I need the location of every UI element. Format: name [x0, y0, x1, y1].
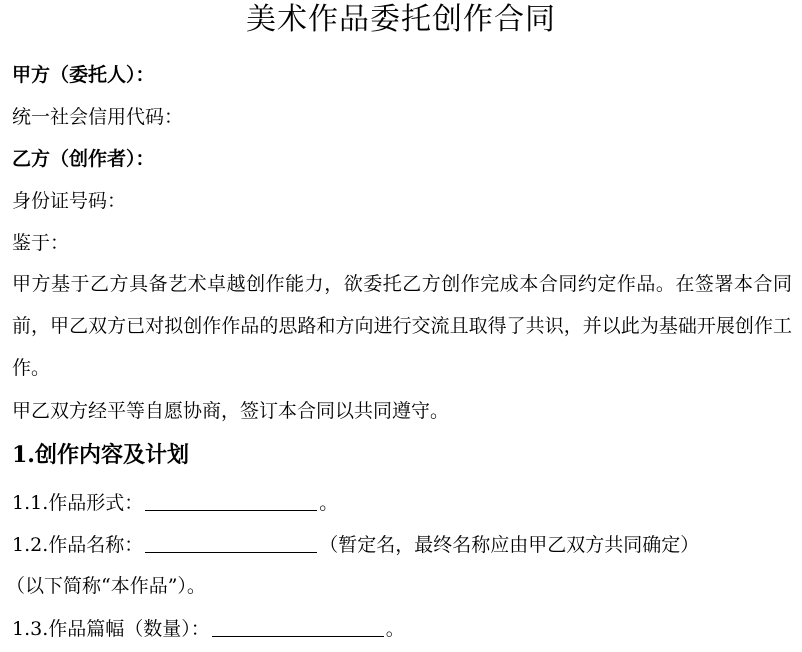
party-b-label: 乙方（创作者）： [12, 148, 155, 170]
clause-1-2-label: 1.2.作品名称： [12, 534, 144, 556]
clause-1-1 [12, 490, 338, 516]
document-title: 美术作品委托创作合同 [246, 2, 556, 37]
agreement-statement: 甲乙双方经平等自愿协商，签订本合同以共同遵守。 [12, 400, 450, 422]
clause-1-1-label: 1.1.作品形式： [12, 492, 144, 514]
clause-1-2-continuation: （以下简称“本作品”）。 [6, 575, 206, 597]
clause-1-2-suffix: （暂定名，最终名称应由甲乙双方共同确定） [319, 534, 700, 556]
recital-paragraph: 甲方基于乙方具备艺术卓越创作能力，欲委托乙方创作完成本合同约定作品。在签署本合同前，甲乙双方已对拟创作作品的思路和方向进行交流且取得了共识，并以此为基础开展创作工作。 [12, 273, 792, 379]
work-form-blank[interactable] [145, 490, 317, 511]
work-name-blank[interactable] [145, 532, 317, 553]
whereas-label: 鉴于： [12, 232, 70, 254]
clause-1-2 [12, 532, 699, 558]
work-length-blank[interactable] [212, 616, 384, 637]
section-1-heading: 1.创作内容及计划 [12, 442, 189, 468]
id-number-label: 身份证号码： [12, 190, 127, 212]
credit-code-label: 统一社会信用代码： [12, 106, 184, 128]
clause-1-3-label: 1.3.作品篇幅（数量）： [12, 618, 210, 640]
clause-1-3 [12, 616, 405, 642]
clause-1-3-suffix: 。 [385, 618, 405, 640]
clause-1-1-suffix: 。 [319, 492, 339, 514]
party-a-label: 甲方（委托人）： [12, 64, 155, 86]
